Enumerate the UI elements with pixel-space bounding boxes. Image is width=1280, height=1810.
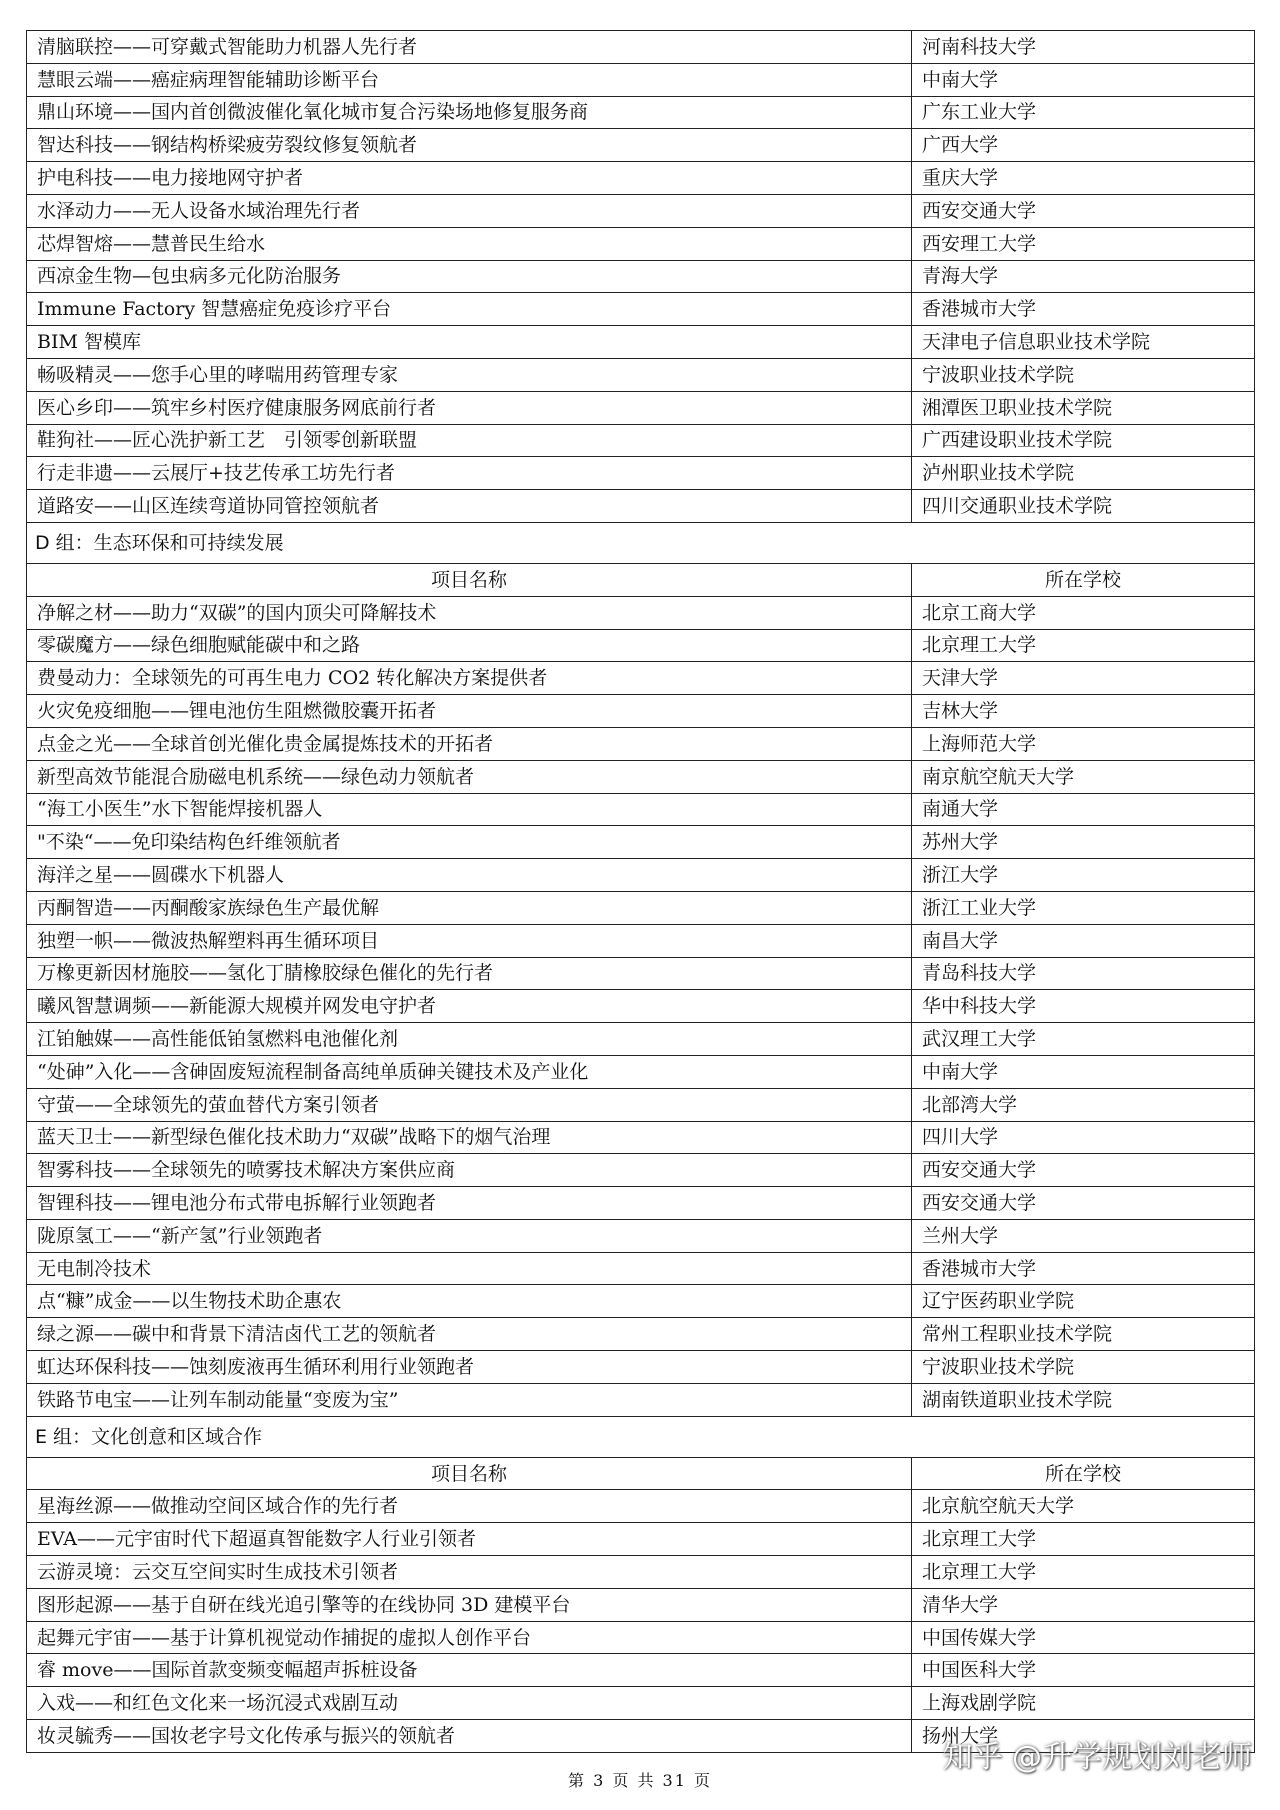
table-row (27, 424, 1255, 457)
project-name-cell: 道路安——山区连续弯道协同管控领航者 (27, 490, 912, 523)
project-name-cell: 西凉金生物—包虫病多元化防治服务 (27, 260, 912, 293)
school-cell: 四川交通职业技术学院 (912, 490, 1255, 523)
school-cell: 浙江大学 (912, 859, 1255, 892)
project-name-cell: 项目名称 (27, 563, 912, 596)
school-cell: 宁波职业技术学院 (912, 1351, 1255, 1384)
project-name-cell: 费曼动力：全球领先的可再生电力 CO2 转化解决方案提供者 (27, 662, 912, 695)
project-name-cell: 火灾免疫细胞——锂电池仿生阻燃微胶囊开拓者 (27, 695, 912, 728)
table-row (27, 760, 1255, 793)
school-cell: 北京航空航天大学 (912, 1490, 1255, 1523)
table-row (27, 1121, 1255, 1154)
project-name-cell: 蓝天卫士——新型绿色催化技术助力“双碳”战略下的烟气治理 (27, 1121, 912, 1154)
project-name-cell: 智达科技——钢结构桥梁疲劳裂纹修复领航者 (27, 129, 912, 162)
table-row (27, 1523, 1255, 1556)
project-name-cell: 鞋狗社——匠心洗护新工艺 引领零创新联盟 (27, 424, 912, 457)
project-name-cell: EVA——元宇宙时代下超逼真智能数字人行业引领者 (27, 1523, 912, 1556)
project-name-cell: 鼎山环境——国内首创微波催化氧化城市复合污染场地修复服务商 (27, 96, 912, 129)
project-name-cell: "不染“——免印染结构色纤维领航者 (27, 826, 912, 859)
table-row (27, 1187, 1255, 1220)
table-row (27, 793, 1255, 826)
table-row (27, 859, 1255, 892)
school-cell: 吉林大学 (912, 695, 1255, 728)
project-name-cell: 图形起源——基于自研在线光追引擎等的在线协同 3D 建模平台 (27, 1588, 912, 1621)
school-cell: 广东工业大学 (912, 96, 1255, 129)
project-name-cell: 点金之光——全球首创光催化贵金属提炼技术的开拓者 (27, 727, 912, 760)
school-cell: 四川大学 (912, 1121, 1255, 1154)
project-name-cell: “处砷”入化——含砷固废短流程制备高纯单质砷关键技术及产业化 (27, 1055, 912, 1088)
project-name-cell: 医心乡印——筑牢乡村医疗健康服务网底前行者 (27, 391, 912, 424)
table-row (27, 96, 1255, 129)
project-name-cell: BIM 智模库 (27, 326, 912, 359)
table-row (27, 662, 1255, 695)
school-cell: 清华大学 (912, 1588, 1255, 1621)
project-name-cell: 曦风智慧调频——新能源大规模并网发电守护者 (27, 990, 912, 1023)
project-name-cell: 陇原氢工——“新产氢”行业领跑者 (27, 1219, 912, 1252)
table-row (27, 1490, 1255, 1523)
school-cell: 宁波职业技术学院 (912, 358, 1255, 391)
school-cell: 广西大学 (912, 129, 1255, 162)
table-row (27, 1556, 1255, 1589)
project-name-cell: 星海丝源——做推动空间区域合作的先行者 (27, 1490, 912, 1523)
table-row (27, 129, 1255, 162)
school-cell: 苏州大学 (912, 826, 1255, 859)
school-cell: 河南科技大学 (912, 31, 1255, 64)
project-name-cell: 芯焊智熔——慧普民生给水 (27, 227, 912, 260)
table-row (27, 1023, 1255, 1056)
project-name-cell: 项目名称 (27, 1457, 912, 1490)
table-row (27, 1654, 1255, 1687)
table-row (27, 891, 1255, 924)
project-name-cell: Immune Factory 智慧癌症免疫诊疗平台 (27, 293, 912, 326)
table-row (27, 326, 1255, 359)
project-name-cell: 点“糠”成金——以生物技术助企惠农 (27, 1285, 912, 1318)
project-name-cell: 妆灵毓秀——国妆老字号文化传承与振兴的领航者 (27, 1720, 912, 1753)
table-row (27, 1318, 1255, 1351)
school-cell: 上海戏剧学院 (912, 1687, 1255, 1720)
project-name-cell: 守萤——全球领先的萤血替代方案引领者 (27, 1088, 912, 1121)
project-name-cell: 畅吸精灵——您手心里的哮喘用药管理专家 (27, 358, 912, 391)
school-cell: 常州工程职业技术学院 (912, 1318, 1255, 1351)
document-page (26, 30, 1254, 1753)
table-row (27, 63, 1255, 96)
school-cell: 华中科技大学 (912, 990, 1255, 1023)
school-cell: 中国传媒大学 (912, 1621, 1255, 1654)
table-row (27, 293, 1255, 326)
school-cell: 香港城市大学 (912, 1252, 1255, 1285)
page-footer: 第 3 页 共 31 页 (568, 1771, 712, 1790)
table-row (27, 957, 1255, 990)
school-cell: 上海师范大学 (912, 727, 1255, 760)
school-cell: 兰州大学 (912, 1219, 1255, 1252)
project-name-cell: 零碳魔方——绿色细胞赋能碳中和之路 (27, 629, 912, 662)
table-row (27, 596, 1255, 629)
project-name-cell: 云游灵境：云交互空间实时生成技术引领者 (27, 1556, 912, 1589)
project-name-cell: 独塑一帜——微波热解塑料再生循环项目 (27, 924, 912, 957)
table-row (27, 727, 1255, 760)
table-row (27, 990, 1255, 1023)
project-name-cell: 新型高效节能混合励磁电机系统——绿色动力领航者 (27, 760, 912, 793)
table-row (27, 629, 1255, 662)
school-cell: 南通大学 (912, 793, 1255, 826)
project-name-cell: 智锂科技——锂电池分布式带电拆解行业领跑者 (27, 1187, 912, 1220)
table-row (27, 1285, 1255, 1318)
school-cell: 所在学校 (912, 563, 1255, 596)
school-cell: 武汉理工大学 (912, 1023, 1255, 1056)
project-name-cell: 海洋之星——圆碟水下机器人 (27, 859, 912, 892)
school-cell: 北京理工大学 (912, 1523, 1255, 1556)
school-cell: 中国医科大学 (912, 1654, 1255, 1687)
school-cell: 中南大学 (912, 63, 1255, 96)
project-name-cell: 净解之材——助力“双碳”的国内顶尖可降解技术 (27, 596, 912, 629)
table-header-row (27, 563, 1255, 596)
table-row (27, 1088, 1255, 1121)
school-cell: 北部湾大学 (912, 1088, 1255, 1121)
school-cell: 北京工商大学 (912, 596, 1255, 629)
table-row (27, 227, 1255, 260)
table-row (27, 31, 1255, 64)
school-cell: 重庆大学 (912, 162, 1255, 195)
project-name-cell: 绿之源——碳中和背景下清洁卤代工艺的领航者 (27, 1318, 912, 1351)
watermark: 知乎 @升学规划刘老师 (942, 1740, 1252, 1775)
school-cell: 湖南铁道职业技术学院 (912, 1383, 1255, 1416)
project-name-cell: 无电制冷技术 (27, 1252, 912, 1285)
table-row (27, 260, 1255, 293)
group-title-row (27, 1416, 1255, 1457)
school-cell: 青海大学 (912, 260, 1255, 293)
school-cell: 香港城市大学 (912, 293, 1255, 326)
school-cell: 天津大学 (912, 662, 1255, 695)
school-cell: 南昌大学 (912, 924, 1255, 957)
school-cell: 泸州职业技术学院 (912, 457, 1255, 490)
school-cell: 辽宁医药职业学院 (912, 1285, 1255, 1318)
school-cell: 湘潭医卫职业技术学院 (912, 391, 1255, 424)
table-row (27, 1621, 1255, 1654)
project-name-cell: 入戏——和红色文化来一场沉浸式戏剧互动 (27, 1687, 912, 1720)
school-cell: 天津电子信息职业技术学院 (912, 326, 1255, 359)
project-name-cell: 起舞元宇宙——基于计算机视觉动作捕捉的虚拟人创作平台 (27, 1621, 912, 1654)
table-row (27, 1588, 1255, 1621)
table-row (27, 490, 1255, 523)
table-row (27, 924, 1255, 957)
table-row (27, 1383, 1255, 1416)
school-cell: 北京理工大学 (912, 629, 1255, 662)
group-title: E 组：文化创意和区域合作 (27, 1416, 1255, 1457)
school-cell: 西安交通大学 (912, 1154, 1255, 1187)
project-name-cell: 丙酮智造——丙酮酸家族绿色生产最优解 (27, 891, 912, 924)
school-cell: 扬州大学 (912, 1720, 1255, 1753)
project-name-cell: 行走非遗——云展厅+技艺传承工坊先行者 (27, 457, 912, 490)
school-cell: 西安交通大学 (912, 1187, 1255, 1220)
table-row (27, 1154, 1255, 1187)
project-table (26, 30, 1255, 1753)
table-row (27, 1055, 1255, 1088)
school-cell: 西安交通大学 (912, 194, 1255, 227)
table-row (27, 1219, 1255, 1252)
project-name-cell: 护电科技——电力接地网守护者 (27, 162, 912, 195)
project-name-cell: 慧眼云端——癌症病理智能辅助诊断平台 (27, 63, 912, 96)
project-name-cell: 虹达环保科技——蚀刻废液再生循环利用行业领跑者 (27, 1351, 912, 1384)
school-cell: 西安理工大学 (912, 227, 1255, 260)
table-row (27, 457, 1255, 490)
project-name-cell: 万橡更新因材施胶——氢化丁腈橡胶绿色催化的先行者 (27, 957, 912, 990)
table-row (27, 695, 1255, 728)
table-row (27, 1351, 1255, 1384)
school-cell: 所在学校 (912, 1457, 1255, 1490)
project-name-cell: 铁路节电宝——让列车制动能量“变废为宝” (27, 1383, 912, 1416)
group-title: D 组：生态环保和可持续发展 (27, 522, 1255, 563)
school-cell: 广西建设职业技术学院 (912, 424, 1255, 457)
project-table-body (27, 31, 1255, 1753)
project-name-cell: 睿 move——国际首款变频变幅超声拆桩设备 (27, 1654, 912, 1687)
table-row (27, 162, 1255, 195)
table-row (27, 1687, 1255, 1720)
school-cell: 青岛科技大学 (912, 957, 1255, 990)
school-cell: 中南大学 (912, 1055, 1255, 1088)
group-title-row (27, 522, 1255, 563)
school-cell: 浙江工业大学 (912, 891, 1255, 924)
table-row (27, 358, 1255, 391)
project-name-cell: 水泽动力——无人设备水域治理先行者 (27, 194, 912, 227)
project-name-cell: 清脑联控——可穿戴式智能助力机器人先行者 (27, 31, 912, 64)
table-row (27, 826, 1255, 859)
school-cell: 北京理工大学 (912, 1556, 1255, 1589)
project-name-cell: 江铂触媒——高性能低铂氢燃料电池催化剂 (27, 1023, 912, 1056)
school-cell: 南京航空航天大学 (912, 760, 1255, 793)
table-row (27, 1252, 1255, 1285)
table-row (27, 391, 1255, 424)
project-name-cell: “海工小医生”水下智能焊接机器人 (27, 793, 912, 826)
table-header-row (27, 1457, 1255, 1490)
project-name-cell: 智雾科技——全球领先的喷雾技术解决方案供应商 (27, 1154, 912, 1187)
table-row (27, 194, 1255, 227)
